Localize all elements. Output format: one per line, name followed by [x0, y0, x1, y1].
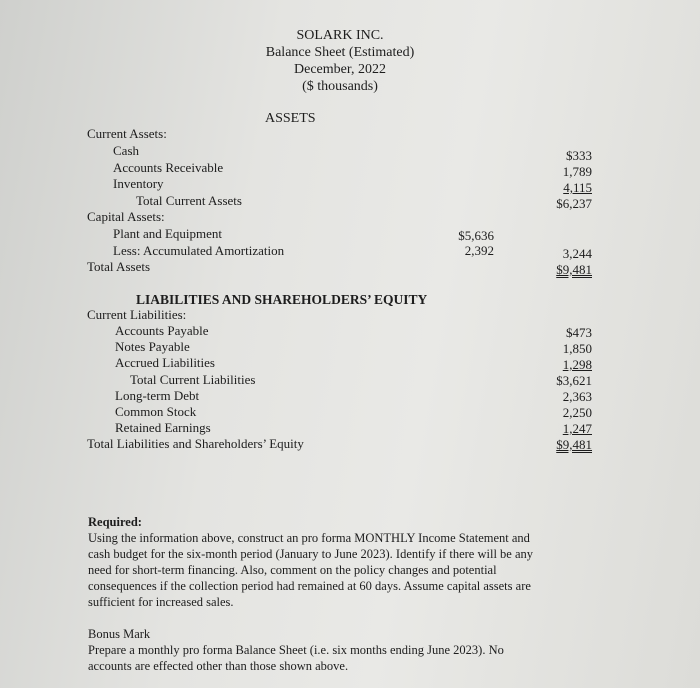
- bonus-line: Prepare a monthly pro forma Balance Sheet (i.e. six months ending June 2023). No: [88, 643, 504, 657]
- total-current-liabilities-label: Total Current Liabilities: [130, 372, 256, 387]
- accounts-receivable-label: Accounts Receivable: [113, 160, 224, 175]
- net-capital-assets-value: 3,244: [562, 246, 592, 261]
- plant-equipment-label: Plant and Equipment: [113, 226, 223, 241]
- plant-equipment-value: $5,636: [458, 228, 494, 243]
- accounts-receivable-value: 1,789: [562, 164, 592, 179]
- required-line: consequences if the collection period had remained at 60 days. Assume capital assets are: [88, 579, 531, 593]
- accrued-liabilities-label: Accrued Liabilities: [115, 355, 215, 370]
- required-line: sufficient for increased sales.: [88, 595, 234, 609]
- total-current-assets-value: $6,237: [556, 196, 592, 211]
- bonus-heading: Bonus Mark: [88, 627, 151, 641]
- notes-payable-label: Notes Payable: [115, 339, 190, 354]
- current-assets-label: Current Assets:: [87, 126, 167, 141]
- accumulated-amortization-value: 2,392: [464, 243, 494, 258]
- total-assets-label: Total Assets: [87, 259, 151, 274]
- retained-earnings-label: Retained Earnings: [115, 420, 211, 435]
- company-name: SOLARK INC.: [296, 28, 384, 43]
- statement-date: December, 2022: [294, 62, 386, 77]
- accumulated-amortization-label: Less: Accumulated Amortization: [113, 243, 285, 258]
- inventory-value: 4,115: [563, 180, 592, 195]
- liabilities-heading: LIABILITIES AND SHAREHOLDERS’ EQUITY: [136, 292, 428, 307]
- inventory-label: Inventory: [113, 176, 164, 191]
- accounts-payable-value: $473: [566, 325, 592, 340]
- total-assets-value: $9,481: [556, 262, 592, 277]
- total-liabilities-equity-value: $9,481: [556, 437, 592, 452]
- cash-value: $333: [566, 148, 592, 163]
- common-stock-value: 2,250: [562, 405, 592, 420]
- accounts-payable-label: Accounts Payable: [115, 323, 209, 338]
- current-liabilities-label: Current Liabilities:: [87, 307, 187, 322]
- bonus-section: [88, 626, 588, 674]
- statement-title: Balance Sheet (Estimated): [265, 45, 415, 60]
- retained-earnings-value: 1,247: [562, 421, 592, 436]
- long-term-debt-label: Long-term Debt: [115, 388, 200, 403]
- total-current-liabilities-value: $3,621: [556, 373, 592, 388]
- capital-assets-label: Capital Assets:: [87, 209, 165, 224]
- required-line: Using the information above, construct an pro forma MONTHLY Income Statement and: [88, 531, 530, 545]
- long-term-debt-value: 2,363: [562, 389, 592, 404]
- accrued-liabilities-value: 1,298: [562, 357, 592, 372]
- required-heading: Required:: [88, 515, 142, 529]
- required-line: need for short-term financing. Also, comment on the policy changes and potential: [88, 563, 497, 577]
- total-current-assets-label: Total Current Assets: [136, 193, 242, 208]
- common-stock-label: Common Stock: [115, 404, 197, 419]
- total-liabilities-equity-label: Total Liabilities and Shareholders’ Equity: [87, 436, 304, 451]
- assets-heading: ASSETS: [265, 111, 316, 126]
- bonus-line: accounts are effected other than those shown above.: [88, 659, 349, 673]
- required-section: [88, 514, 588, 610]
- statement-units: ($ thousands): [302, 79, 378, 94]
- cash-label: Cash: [113, 143, 139, 158]
- required-line: cash budget for the six-month period (January to June 2023). Identify if there will be any: [88, 547, 534, 561]
- notes-payable-value: 1,850: [562, 341, 592, 356]
